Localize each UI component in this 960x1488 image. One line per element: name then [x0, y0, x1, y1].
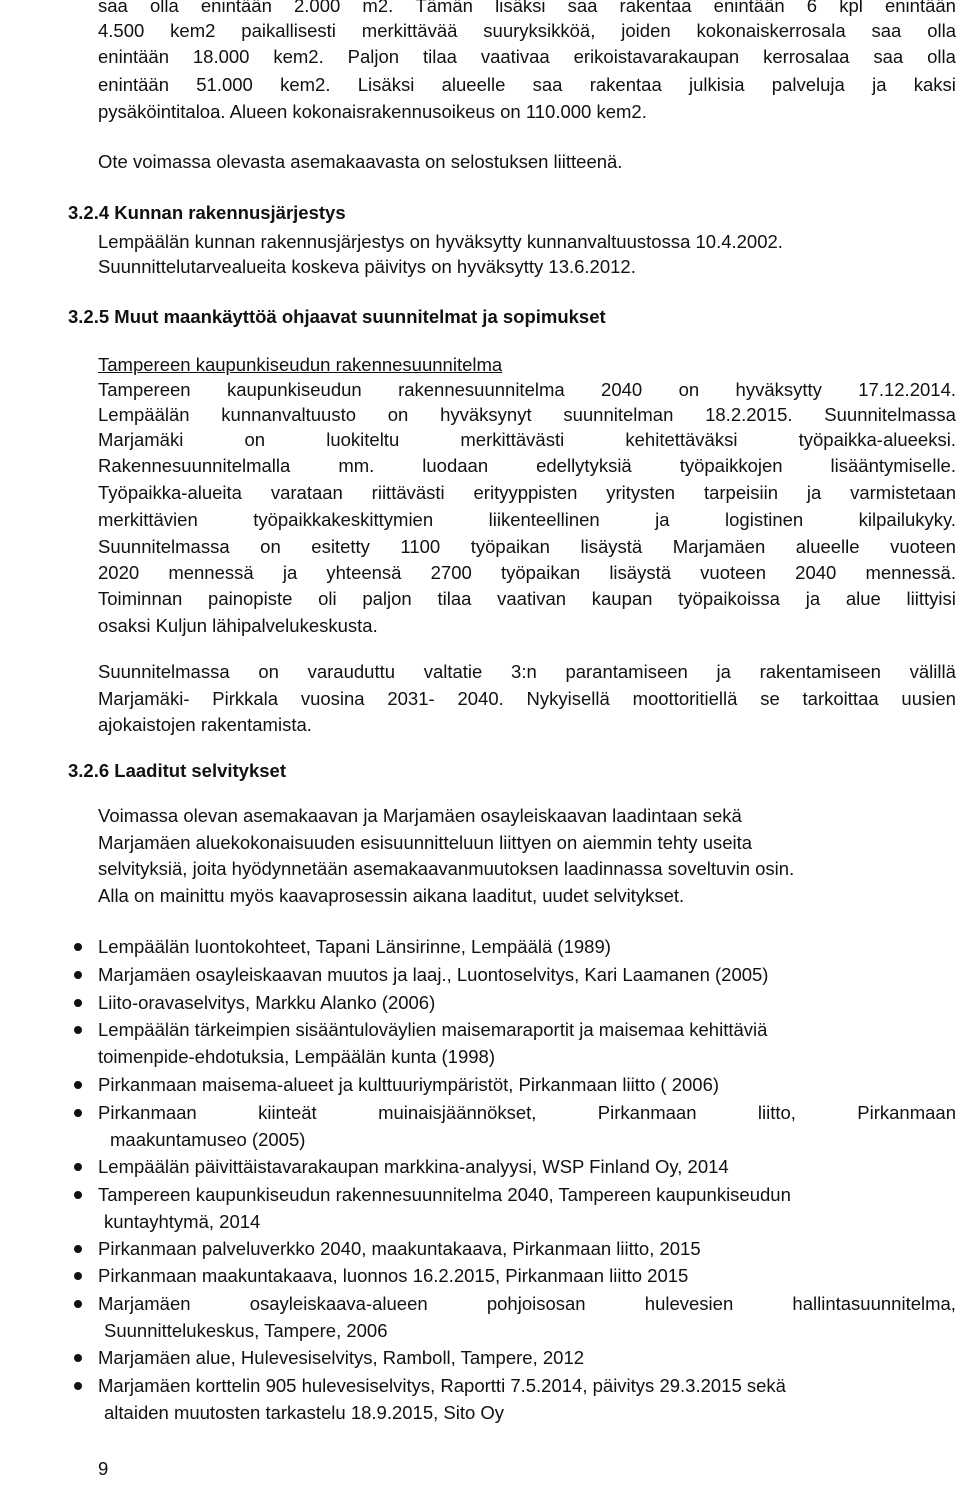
- word: olla: [927, 46, 956, 67]
- list-item: Marjamäen alue, Hulevesiselvitys, Ramboll, Tampere, 2012: [98, 1347, 585, 1368]
- word: yhteensä: [326, 562, 402, 583]
- word: olla: [927, 20, 956, 41]
- word: lisäystä: [580, 536, 643, 557]
- word: tarpeisiin: [703, 482, 778, 503]
- bullet-icon: [74, 1081, 82, 1089]
- word: ja: [805, 588, 821, 609]
- word: painopiste: [208, 588, 293, 609]
- word: 2040: [601, 379, 643, 400]
- word: julkisia: [689, 74, 745, 95]
- word: saa: [532, 74, 563, 95]
- word: 18.000: [192, 46, 250, 67]
- word: Marjamäen: [98, 1293, 191, 1314]
- word: Pirkkala: [212, 688, 279, 709]
- s326-p1-line-1: Voimassa olevan asemakaavan ja Marjamäen osayleiskaavan laadintaan sekä: [98, 805, 742, 826]
- word: Tampereen: [98, 379, 191, 400]
- list-item: Lempäälän luontokohteet, Tapani Länsirinne, Lempäälä (1989): [98, 936, 611, 957]
- word: osayleiskaava-alueen: [249, 1293, 428, 1314]
- word: se: [760, 688, 780, 709]
- s325-p1-line-3: [98, 429, 956, 451]
- word: kaksi: [913, 74, 956, 95]
- word: lisäksi: [495, 0, 546, 16]
- word: saa: [873, 46, 904, 67]
- word: Nykyisellä: [526, 688, 610, 709]
- word: enintään: [200, 0, 272, 16]
- list-item-continuation: maakuntamuseo (2005): [110, 1129, 306, 1150]
- word: 4.500: [98, 20, 145, 41]
- word: välillä: [909, 661, 956, 682]
- word: 1100: [400, 536, 441, 557]
- word: Pirkanmaan: [98, 1102, 197, 1123]
- word: esitetty: [311, 536, 370, 557]
- word: kem2.: [280, 74, 331, 95]
- word: mm.: [338, 455, 375, 476]
- word: ja: [872, 74, 887, 95]
- word: uusien: [901, 688, 956, 709]
- word: hulevesien: [644, 1293, 734, 1314]
- word: kem2.: [273, 46, 324, 67]
- word: on: [678, 379, 700, 400]
- intro-line-1: [98, 0, 956, 17]
- s325-p2-line-1: [98, 661, 956, 683]
- s325-p1-line-10: osaksi Kuljun lähipalvelukeskusta.: [98, 615, 378, 636]
- intro-line-4: [98, 74, 956, 96]
- bullet-icon: [74, 1272, 82, 1280]
- word: ja: [716, 661, 731, 682]
- word: kilpailukyky.: [858, 509, 956, 530]
- word: luokiteltu: [326, 429, 400, 450]
- word: logistinen: [725, 509, 804, 530]
- word: kiinteät: [258, 1102, 317, 1123]
- bullet-icon: [74, 1245, 82, 1253]
- s325-p2-line-3: ajokaistojen rakentamista.: [98, 714, 312, 735]
- word: rakentaa: [589, 74, 662, 95]
- word: rakennesuunnitelma: [398, 379, 565, 400]
- s326-p1-line-3: selvityksiä, joita hyödynnetään asemakaavanmuutoksen laadinnassa soveltuvin osin.: [98, 858, 795, 879]
- word: Lempäälän: [98, 404, 190, 425]
- bullet-icon: [74, 1163, 82, 1171]
- list-item: Lempäälän tärkeimpien sisääntuloväylien maisemaraportit ja maisemaa kehittäviä: [98, 1019, 768, 1040]
- s325-p1-line-2: [98, 404, 956, 426]
- list-item-continuation: toimenpide-ehdotuksia, Lempäälän kunta (1998): [98, 1046, 495, 1067]
- word: 17.12.2014.: [858, 379, 956, 400]
- word: alueelle: [441, 74, 506, 95]
- word: lisääntymiselle.: [830, 455, 956, 476]
- word: on: [387, 404, 409, 425]
- s325-p1-line-5: [98, 482, 956, 504]
- s325-p1-line-8: [98, 562, 956, 584]
- word: mennessä.: [865, 562, 956, 583]
- word: lisäystä: [609, 562, 672, 583]
- word: joiden: [621, 20, 671, 41]
- word: tilaa: [422, 46, 457, 67]
- word: työpaikan: [470, 536, 550, 557]
- word: on: [244, 429, 266, 450]
- word: merkittävien: [98, 509, 198, 530]
- word: vuosina: [300, 688, 365, 709]
- word: 2040: [795, 562, 837, 583]
- word: mennessä: [168, 562, 254, 583]
- word: m2.: [362, 0, 394, 16]
- word: liitto,: [757, 1102, 796, 1123]
- word: hyväksynyt: [440, 404, 532, 425]
- s326-p1-line-2: Marjamäen aluekokonaisuuden esisuunnitteluun liittyen on aiemmin tehty useita: [98, 832, 753, 853]
- word: enintään: [884, 0, 956, 16]
- list-item: Marjamäen osayleiskaavan muutos ja laaj., Luontoselvitys, Kari Laamanen (2005): [98, 964, 769, 985]
- list-item: Lempäälän päivittäistavarakaupan markkina-analyysi, WSP Finland Oy, 2014: [98, 1156, 729, 1177]
- word: Marjamäki: [98, 429, 184, 450]
- word: varataan: [270, 482, 343, 503]
- bullet-icon: [74, 1300, 82, 1308]
- word: kaupan: [591, 588, 653, 609]
- word: tilaa: [437, 588, 472, 609]
- list-item-continuation: Suunnittelukeskus, Tampere, 2006: [104, 1320, 388, 1341]
- s324-line-2: Suunnittelutarvealueita koskeva päivitys on hyväksytty 13.6.2012.: [98, 256, 636, 277]
- word: riittävästi: [371, 482, 445, 503]
- word: edellytyksiä: [536, 455, 632, 476]
- word: palveluja: [771, 74, 845, 95]
- word: Suunnitelmassa: [98, 661, 230, 682]
- word: muinaisjäännökset,: [378, 1102, 537, 1123]
- word: paljon: [362, 588, 412, 609]
- word: parantamiseen: [565, 661, 688, 682]
- word: työpaikkojen: [679, 455, 783, 476]
- word: 2.000: [294, 0, 341, 16]
- word: vuoteen: [700, 562, 767, 583]
- bullet-icon: [74, 1382, 82, 1390]
- word: alue: [845, 588, 881, 609]
- word: Toiminnan: [98, 588, 183, 609]
- word: Rakennesuunnitelmalla: [98, 455, 291, 476]
- word: erityyppisten: [473, 482, 578, 503]
- word: moottoritiellä: [632, 688, 738, 709]
- word: merkittävästi: [460, 429, 565, 450]
- s324-line-1: Lempäälän kunnan rakennusjärjestys on hyväksytty kunnanvaltuustossa 10.4.2002.: [98, 231, 783, 252]
- word: työpaikkakeskittymien: [253, 509, 434, 530]
- word: saa: [98, 0, 128, 16]
- word: 3:n: [511, 661, 537, 682]
- word: kerrosalaa: [763, 46, 850, 67]
- word: vuoteen: [890, 536, 956, 557]
- intro-line-2: [98, 20, 956, 42]
- list-item: Liito-oravaselvitys, Markku Alanko (2006): [98, 992, 436, 1013]
- word: Tämän: [415, 0, 473, 16]
- word: liittyisi: [906, 588, 956, 609]
- word: Pirkanmaan: [597, 1102, 697, 1123]
- word: Paljon: [347, 46, 400, 67]
- word: ja: [655, 509, 670, 530]
- word: vaativan: [497, 588, 567, 609]
- bullet-icon: [74, 1026, 82, 1034]
- word: Suunnitelmassa: [824, 404, 956, 425]
- bullet-icon: [74, 999, 82, 1007]
- word: liikenteellinen: [488, 509, 600, 530]
- word: hallintasuunnitelma,: [792, 1293, 956, 1314]
- s325-p2-line-2: [98, 688, 956, 710]
- word: ja: [806, 482, 822, 503]
- word: suunnitelman: [563, 404, 674, 425]
- list-item: [98, 1102, 956, 1124]
- word: työpaikoissa: [678, 588, 780, 609]
- word: Marjamäki-: [98, 688, 190, 709]
- s325-p1-line-6: [98, 509, 956, 531]
- word: Suunnitelmassa: [98, 536, 230, 557]
- word: kaupunkiseudun: [226, 379, 362, 400]
- word: varauduttu: [307, 661, 396, 682]
- heading-3-2-5: 3.2.5 Muut maankäyttöä ohjaavat suunnitelmat ja sopimukset: [68, 306, 606, 327]
- list-item-continuation: altaiden muutosten tarkastelu 18.9.2015, Sito Oy: [104, 1402, 505, 1423]
- word: 2700: [430, 562, 472, 583]
- word: Lisäksi: [357, 74, 415, 95]
- word: varmistetaan: [850, 482, 956, 503]
- word: alueelle: [795, 536, 860, 557]
- word: Marjamäen: [672, 536, 766, 557]
- s325-p1-line-7: [98, 536, 956, 558]
- bullet-icon: [74, 1109, 82, 1117]
- list-item-continuation: kuntayhtymä, 2014: [104, 1211, 261, 1232]
- s326-p1-line-4: Alla on mainittu myös kaavaprosessin aikana laaditut, uudet selvitykset.: [98, 885, 685, 906]
- word: yritysten: [606, 482, 676, 503]
- s325-p1-line-4: [98, 455, 956, 477]
- word: kehitettäväksi: [625, 429, 738, 450]
- word: luodaan: [422, 455, 489, 476]
- word: 2040.: [457, 688, 504, 709]
- page-number: 9: [98, 1458, 109, 1479]
- ote-note: Ote voimassa olevasta asemakaavasta on selostuksen liitteenä.: [98, 151, 623, 172]
- word: rakentaa: [619, 0, 692, 16]
- heading-3-2-6: 3.2.6 Laaditut selvitykset: [68, 760, 286, 781]
- word: on: [258, 661, 279, 682]
- list-item: [98, 1293, 956, 1315]
- bullet-icon: [74, 971, 82, 979]
- word: Työpaikka-alueita: [98, 482, 242, 503]
- intro-line-3: [98, 46, 956, 68]
- word: suuryksikköä,: [483, 20, 596, 41]
- intro-line-5: pysäköintitaloa. Alueen kokonaisrakennusoikeus on 110.000 kem2.: [98, 101, 647, 122]
- list-item: Tampereen kaupunkiseudun rakennesuunnitelma 2040, Tampereen kaupunkiseudun: [98, 1184, 791, 1205]
- word: vaativaa: [480, 46, 550, 67]
- word: rakentamiseen: [759, 661, 881, 682]
- word: 51.000: [196, 74, 253, 95]
- word: enintään: [713, 0, 785, 16]
- bullet-icon: [74, 1354, 82, 1362]
- word: hyväksytty: [735, 379, 822, 400]
- s325-subheading: Tampereen kaupunkiseudun rakennesuunnitelma: [98, 354, 503, 375]
- word: ja: [282, 562, 298, 583]
- word: 6: [806, 0, 818, 16]
- bullet-icon: [74, 1191, 82, 1199]
- bullet-icon: [74, 943, 82, 951]
- word: saa: [567, 0, 598, 16]
- list-item: Marjamäen korttelin 905 hulevesiselvitys, Raportti 7.5.2014, päivitys 29.3.2015 sekä: [98, 1375, 786, 1396]
- word: valtatie: [423, 661, 483, 682]
- word: enintään: [98, 46, 169, 67]
- word: kem2: [170, 20, 216, 41]
- list-item: Pirkanmaan palveluverkko 2040, maakuntakaava, Pirkanmaan liitto, 2015: [98, 1238, 701, 1259]
- word: tarkoittaa: [802, 688, 879, 709]
- word: kokonaiskerrosala: [696, 20, 846, 41]
- word: paikallisesti: [241, 20, 336, 41]
- word: oli: [318, 588, 337, 609]
- list-item: Pirkanmaan maakuntakaava, luonnos 16.2.2015, Pirkanmaan liitto 2015: [98, 1265, 689, 1286]
- word: erikoistavarakaupan: [573, 46, 740, 67]
- word: Pirkanmaan: [857, 1102, 956, 1123]
- word: merkittävää: [361, 20, 458, 41]
- word: kpl: [839, 0, 863, 16]
- heading-3-2-4: 3.2.4 Kunnan rakennusjärjestys: [68, 202, 346, 223]
- word: enintään: [98, 74, 169, 95]
- word: työpaikan: [500, 562, 581, 583]
- word: olla: [149, 0, 179, 16]
- word: pohjoisosan: [486, 1293, 586, 1314]
- s325-p1-line-9: [98, 588, 956, 610]
- word: kunnanvaltuusto: [221, 404, 357, 425]
- s325-p1-line-1: [98, 379, 956, 401]
- word: 2020: [98, 562, 140, 583]
- word: saa: [871, 20, 902, 41]
- word: 2031-: [387, 688, 435, 709]
- list-item: Pirkanmaan maisema-alueet ja kulttuuriympäristöt, Pirkanmaan liitto ( 2006): [98, 1074, 720, 1095]
- word: työpaikka-alueeksi.: [798, 429, 956, 450]
- word: 18.2.2015.: [705, 404, 793, 425]
- word: on: [260, 536, 281, 557]
